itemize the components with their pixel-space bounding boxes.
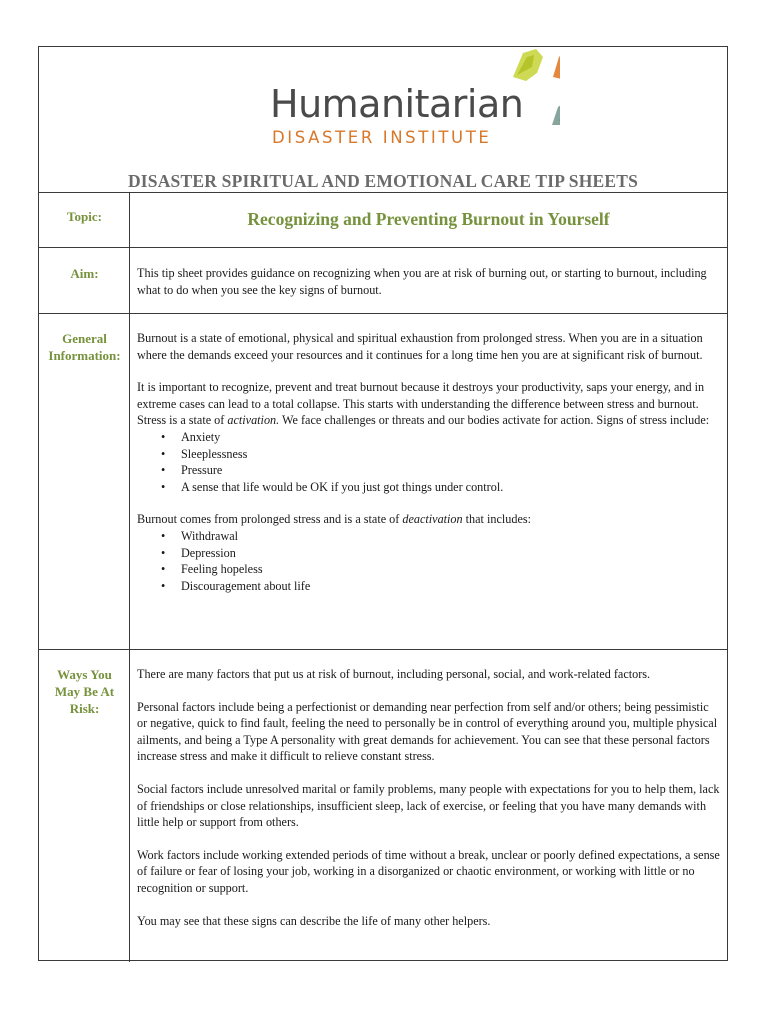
tip-sheet-table <box>38 46 728 961</box>
activation-emphasis: activation. <box>227 413 280 428</box>
risk-paragraph-3: Social factors include unresolved marital or family problems, many people with expectations for you to help them, lack of friendships or close relationships, insufficient sleep, lack of exercise, or feeling that you have many demands with little help or support from others. <box>137 781 720 830</box>
risk-row <box>39 650 727 962</box>
list-item: • Anxiety <box>181 429 721 446</box>
stress-signs-list <box>137 429 721 495</box>
risk-paragraph-1: There are many factors that put us at risk of burnout, including personal, social, and work-related factors. <box>137 667 651 681</box>
general-paragraph-2 <box>137 379 721 429</box>
topic-title: Recognizing and Preventing Burnout in Yourself <box>247 209 610 229</box>
list-item: • Discouragement about life <box>181 578 721 595</box>
general-content <box>137 330 721 610</box>
risk-paragraph-2: Personal factors include being a perfectionist or demanding near perfection from self and/or others; being pessimistic or negative, quick to find fault, feeling the need to personally be in control of everything around you, multiple physical ailments, and being a Type A personality with great demands for achievement. You can see that these personal factors increase stress and make it difficult to relieve constant stress. <box>137 699 718 764</box>
general-label-line1: General <box>62 331 107 346</box>
list-item: • Pressure <box>181 462 721 479</box>
humanitarian-disaster-institute-logo <box>270 47 560 155</box>
list-item: • A sense that life would be OK if you just got things under control. <box>181 479 721 496</box>
logo-subtitle: DISASTER INSTITUTE <box>272 128 492 147</box>
series-title: DISASTER SPIRITUAL AND EMOTIONAL CARE TIP SHEETS <box>127 171 639 191</box>
risk-paragraph-4: Work factors include working extended periods of time without a break, unclear or poorly defined expectations, a sense of failure or fear of losing your job, working in a disorganized or chaotic environment, or working with little or no recognition or support. <box>137 847 720 895</box>
list-item: • Depression <box>181 545 721 562</box>
aim-text: This tip sheet provides guidance on recognizing when you are at risk of burning out, or starting to burnout, including what to do when you see the key signs of burnout. <box>137 266 707 297</box>
aim-row <box>39 248 727 314</box>
header <box>39 47 727 193</box>
aim-label-cell <box>39 248 130 313</box>
risk-label-line3: Risk: <box>69 701 100 716</box>
general-label-cell <box>39 314 130 649</box>
general-paragraph-3 <box>137 511 721 528</box>
risk-label <box>39 666 130 717</box>
teal-stroke <box>552 97 560 125</box>
logo-wordmark: Humanitarian <box>270 82 524 126</box>
general-p3-text-end: that includes: <box>462 512 531 527</box>
orange-stroke <box>553 49 560 81</box>
risk-label-cell <box>39 650 130 962</box>
burnout-signs-list <box>137 528 721 594</box>
deactivation-emphasis: deactivation <box>402 512 463 527</box>
general-information-row <box>39 314 727 650</box>
risk-content <box>137 666 721 929</box>
list-item: • Feeling hopeless <box>181 561 721 578</box>
general-p2-text-end: We face challenges or threats and our bodies activate for action. Signs of stress include: <box>279 413 710 428</box>
general-p2-text: It is important to recognize, prevent and treat burnout because it destroys your productivity, saps your energy, and in extreme cases can lead to a total collapse. This starts with understanding the difference between stress and burnout. Stress is a state of <box>137 380 705 428</box>
risk-label-line1: Ways You <box>57 667 112 682</box>
risk-label-line2: May Be At <box>54 684 115 699</box>
aim-label: Aim: <box>70 266 99 281</box>
list-item: • Withdrawal <box>181 528 721 545</box>
general-paragraph-1: Burnout is a state of emotional, physical and spiritual exhaustion from prolonged stress. When you are in a situation where the demands exceed your resources and it continues for a long time hen you are at significant risk of burnout. <box>137 331 703 362</box>
risk-paragraph-5: You may see that these signs can describe the life of many other helpers. <box>137 913 491 928</box>
green-stroke <box>513 49 543 81</box>
topic-label: Topic: <box>67 209 102 224</box>
topic-label-cell <box>39 192 130 247</box>
general-label-line2: Information: <box>48 348 121 363</box>
general-label <box>39 330 130 364</box>
list-item: • Sleeplessness <box>181 446 721 463</box>
aim-content <box>137 265 721 314</box>
topic-row <box>39 192 727 248</box>
general-p3-text: Burnout comes from prolonged stress and is a state of <box>137 512 403 527</box>
